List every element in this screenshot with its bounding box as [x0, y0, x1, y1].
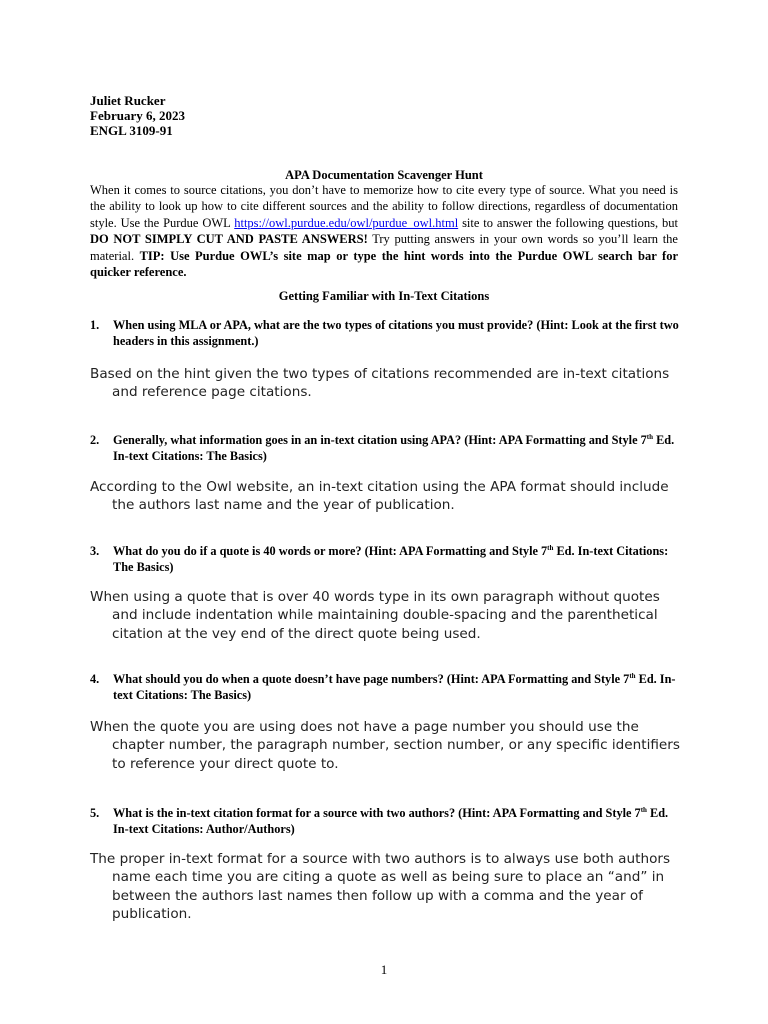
question-text: What do you do if a quote is 40 words or more? (Hint: APA Formatting and Style 7: [113, 544, 548, 558]
superscript-th: th: [629, 671, 636, 680]
question-5: [90, 806, 680, 837]
answer-2: According to the Owl website, an in-text citation using the APA format should include the authors last name and the year of publication.: [90, 479, 669, 514]
question-text-cont: Ed. In-text Citations: The Basics): [113, 544, 669, 574]
question-text: What is the in-text citation format for a source with two authors? (Hint: APA Formatting and Style 7: [113, 806, 641, 820]
question-text-cont: Ed. In-text Citations: The Basics): [113, 672, 676, 702]
superscript-th: th: [547, 543, 554, 552]
intro-text-2: site to answer the following questions, but: [458, 215, 678, 230]
question-3: [90, 544, 680, 575]
superscript-th: th: [646, 432, 654, 441]
question-4: [90, 672, 680, 703]
question-text-cont: Ed. In-text Citations: Author/Authors): [113, 806, 669, 836]
document-title: APA Documentation Scavenger Hunt: [285, 168, 483, 182]
author-name: Juliet Rucker: [90, 93, 166, 108]
answer-4: When the quote you are using does not have a page number you should use the chapter number, the paragraph number, section number, or any specific identifiers to reference your direct quote to.: [90, 719, 680, 772]
answer-3: When using a quote that is over 40 words type in its own paragraph without quotes and include indentation while maintaining double-spacing and the parenthetical citation at the vey end of the direct quote being used.: [90, 589, 660, 642]
question-number: 1.: [90, 318, 100, 332]
answer-1: Based on the hint given the two types of citations recommended are in-text citations and reference page citations.: [90, 366, 670, 401]
question-1: [90, 318, 680, 349]
page-number: 1: [380, 962, 388, 977]
question-2: [90, 433, 680, 464]
question-text: What should you do when a quote doesn’t have page numbers? (Hint: APA Formatting and Style 7: [113, 672, 630, 686]
course-code: ENGL 3109-91: [90, 123, 173, 138]
question-text-cont: Ed. In-text Citations: The Basics): [113, 433, 675, 463]
intro-text-3: Try putting answers in your own words so you’ll learn the material.: [90, 232, 678, 263]
document-date: February 6, 2023: [90, 108, 185, 123]
question-text: When using MLA or APA, what are the two types of citations you must provide? (Hint: Look at the first two headers in this assignment.): [113, 318, 679, 348]
section-heading: Getting Familiar with In-Text Citations: [278, 289, 490, 303]
intro-warning: DO NOT SIMPLY CUT AND PASTE ANSWERS!: [90, 232, 368, 247]
question-number: 3.: [90, 544, 100, 558]
intro-paragraph: [90, 182, 678, 280]
question-number: 4.: [90, 672, 100, 686]
question-number: 2.: [90, 433, 100, 447]
purdue-owl-link[interactable]: https://owl.purdue.edu/owl/purdue_owl.html: [234, 215, 459, 230]
answer-5: The proper in-text format for a source with two authors is to always use both authors name each time you are citing a quote as well as being sure to place an “and” in between the authors last names then follow up with a comma and the year of publication.: [90, 851, 671, 923]
intro-tip: TIP: Use Purdue OWL’s site map or type the hint words into the Purdue OWL search bar for quicker reference.: [90, 248, 678, 280]
header-block: [90, 93, 185, 138]
question-number: 5.: [90, 806, 100, 820]
superscript-th: th: [640, 805, 647, 814]
question-text: Generally, what information goes in an in-text citation using APA? (Hint: APA Formatting and Style 7: [113, 433, 647, 447]
intro-text-1: When it comes to source citations, you don’t have to memorize how to cite every type of source. What you need is the ability to look up how to cite different sources and the ability to follow directions, regardless of documentation style. Use the Purdue OWL: [90, 183, 678, 230]
